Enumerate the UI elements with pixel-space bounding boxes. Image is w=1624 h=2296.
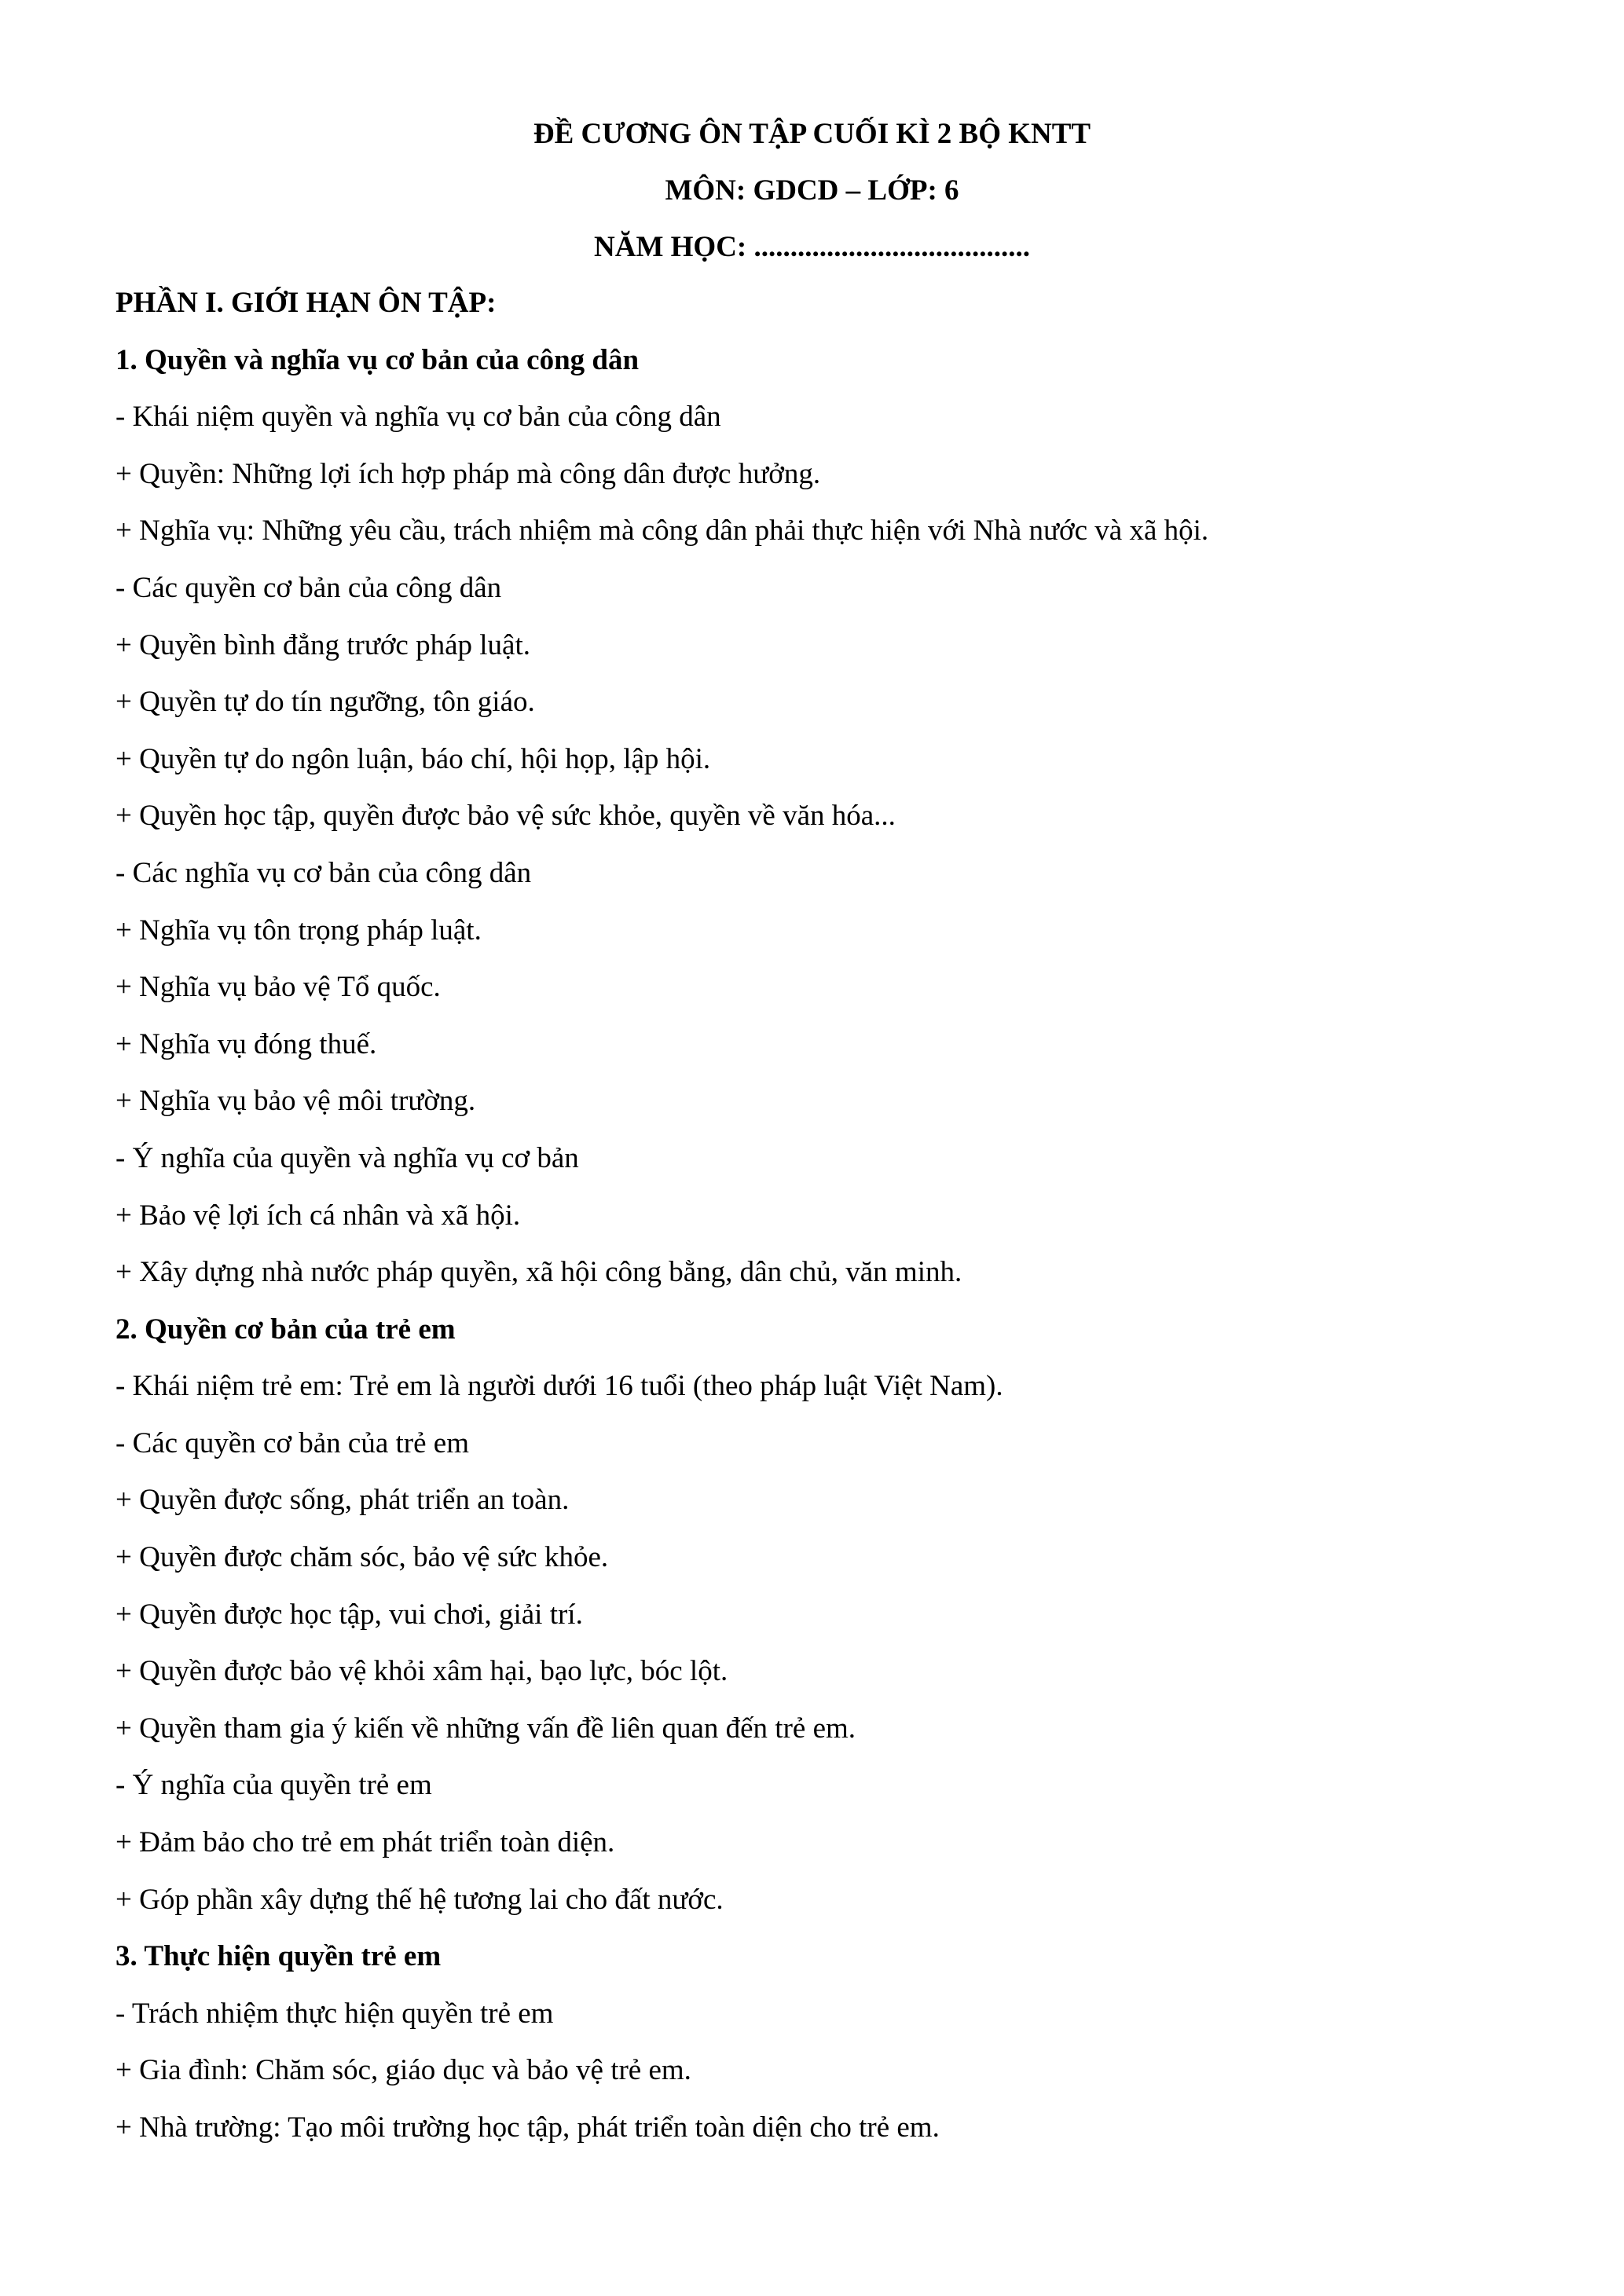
list-item: + Quyền được chăm sóc, bảo vệ sức khỏe.	[115, 1541, 609, 1574]
list-item: + Gia đình: Chăm sóc, giáo dục và bảo vệ trẻ em.	[115, 2054, 691, 2087]
list-item: + Nghĩa vụ đóng thuế.	[115, 1027, 377, 1060]
list-item: + Quyền bình đẳng trước pháp luật.	[115, 628, 531, 661]
section-heading: PHẦN I. GIỚI HẠN ÔN TẬP:	[115, 287, 497, 319]
list-item: - Khái niệm quyền và nghĩa vụ cơ bản của công dân	[115, 401, 721, 434]
list-item: + Xây dựng nhà nước pháp quyền, xã hội công bằng, dân chủ, văn minh.	[115, 1256, 962, 1289]
list-item: - Ý nghĩa của quyền và nghĩa vụ cơ bản	[115, 1141, 579, 1174]
list-item: + Góp phần xây dựng thế hệ tương lai cho đất nước.	[115, 1883, 724, 1916]
list-item: + Quyền tham gia ý kiến về những vấn đề liên quan đến trẻ em.	[115, 1712, 856, 1745]
list-item: + Đảm bảo cho trẻ em phát triển toàn diện.	[115, 1826, 615, 1859]
list-item: + Nghĩa vụ: Những yêu cầu, trách nhiệm mà công dân phải thực hiện với Nhà nước và xã hội.	[115, 514, 1209, 547]
subsection-heading: 3. Thực hiện quyền trẻ em	[115, 1940, 442, 1973]
list-item: - Trách nhiệm thực hiện quyền trẻ em	[115, 1997, 554, 2030]
subsection-heading: 1. Quyền và nghĩa vụ cơ bản của công dân	[115, 343, 640, 376]
list-item: + Quyền học tập, quyền được bảo vệ sức khỏe, quyền về văn hóa...	[115, 800, 896, 833]
subsection-heading: 2. Quyền cơ bản của trẻ em	[115, 1313, 456, 1346]
list-item: - Các nghĩa vụ cơ bản của công dân	[115, 856, 532, 889]
list-item: + Quyền: Những lợi ích hợp pháp mà công dân được hưởng.	[115, 457, 821, 490]
list-item: + Nhà trường: Tạo môi trường học tập, phát triển toàn diện cho trẻ em.	[115, 2111, 940, 2144]
document-school-year: NĂM HỌC: ......................................	[594, 231, 1030, 263]
list-item: - Ý nghĩa của quyền trẻ em	[115, 1769, 432, 1802]
list-item: + Quyền tự do tín ngưỡng, tôn giáo.	[115, 686, 535, 719]
list-item: + Nghĩa vụ tôn trọng pháp luật.	[115, 914, 482, 947]
list-item: + Bảo vệ lợi ích cá nhân và xã hội.	[115, 1199, 521, 1232]
list-item: - Khái niệm trẻ em: Trẻ em là người dưới 16 tuổi (theo pháp luật Việt Nam).	[115, 1370, 1003, 1403]
list-item: + Quyền tự do ngôn luận, báo chí, hội họp, lập hội.	[115, 742, 711, 775]
list-item: - Các quyền cơ bản của trẻ em	[115, 1426, 469, 1459]
list-item: + Nghĩa vụ bảo vệ môi trường.	[115, 1085, 476, 1118]
list-item: + Quyền được học tập, vui chơi, giải trí.	[115, 1598, 583, 1631]
list-item: + Quyền được sống, phát triển an toàn.	[115, 1484, 570, 1517]
list-item: + Quyền được bảo vệ khỏi xâm hại, bạo lực, bóc lột.	[115, 1655, 728, 1688]
document-title: ĐỀ CƯƠNG ÔN TẬP CUỐI KÌ 2 BỘ KNTT	[533, 118, 1091, 150]
document-subject: MÔN: GDCD – LỚP: 6	[665, 174, 959, 207]
document-body	[115, 284, 1530, 2166]
list-item: - Các quyền cơ bản của công dân	[115, 571, 502, 604]
list-item: + Nghĩa vụ bảo vệ Tổ quốc.	[115, 971, 441, 1004]
